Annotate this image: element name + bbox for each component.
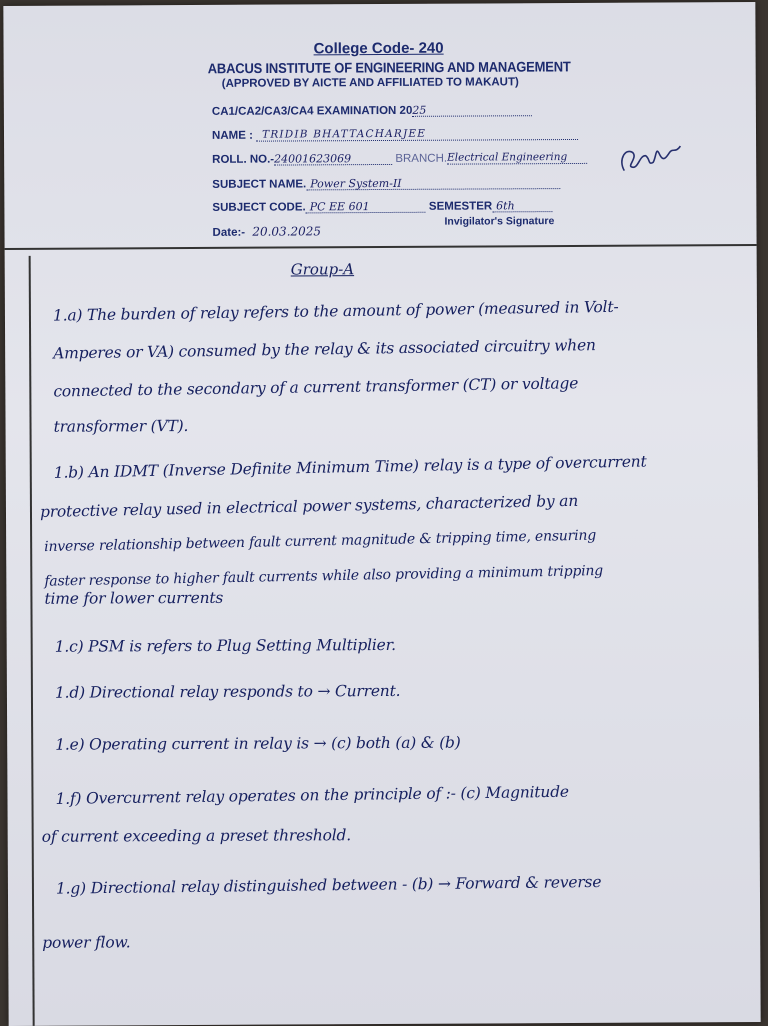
sheet-header	[3, 2, 756, 246]
answer-line: power flow.	[42, 933, 131, 952]
date-label: Date:-	[212, 226, 246, 239]
exam-label: CA1/CA2/CA3/CA4 EXAMINATION 20	[211, 104, 413, 118]
semester-label: SEMESTER	[428, 200, 493, 213]
answer-line: transformer (VT).	[53, 417, 189, 436]
group-title: Group-A	[290, 260, 355, 279]
exam-year: 25	[412, 103, 532, 117]
institute-name: ABACUS INSTITUTE OF ENGINEERING AND MANAGEMENT	[207, 58, 571, 77]
semester-value: 6th	[492, 199, 552, 212]
name-row	[212, 127, 578, 142]
subject-name-label: SUBJECT NAME.	[212, 178, 307, 191]
answer-line: 1.a) The burden of relay refers to the amount of power (measured in Volt-	[52, 297, 619, 325]
roll-label: ROLL. NO.-	[212, 153, 275, 166]
answer-line: of current exceeding a preset threshold.	[41, 826, 352, 846]
answer-line: 1.f) Overcurrent relay operates on the principle of :- (c) Magnitude	[55, 782, 569, 808]
answer-line: 1.e) Operating current in relay is → (c) both (a) & (b)	[55, 733, 461, 754]
answer-line: connected to the secondary of a current transformer (CT) or voltage	[53, 374, 579, 401]
answer-line: 1.d) Directional relay responds to → Current.	[54, 681, 401, 702]
exam-row	[212, 103, 533, 118]
roll-value: 24001623069	[274, 152, 392, 166]
roll-branch-row	[212, 151, 587, 166]
answer-line: 1.g) Directional relay distinguished between - (b) → Forward & reverse	[55, 872, 602, 898]
subject-name-value: Power System-II	[306, 176, 560, 190]
answer-line: 1.b) An IDMT (Inverse Definite Minimum Time) relay is a type of overcurrent	[53, 452, 647, 482]
date-value: 20.03.2025	[252, 224, 322, 239]
answer-sheet	[3, 2, 760, 1026]
subject-code-label: SUBJECT CODE.	[212, 201, 306, 214]
subject-code-value: PC EE 601	[306, 200, 426, 214]
approval-line: (APPROVED BY AICTE AND AFFILIATED TO MAKAUT)	[221, 76, 519, 90]
name-label: NAME :	[211, 129, 253, 142]
invigilator-signature	[613, 132, 689, 184]
subject-name-row	[212, 176, 560, 191]
answer-line: protective relay used in electrical power systems, characterized by an	[39, 491, 579, 522]
answer-line: faster response to higher fault currents while also providing a minimum tripping	[44, 562, 604, 590]
invigilator-signature-label: Invigilator's Signature	[444, 215, 555, 228]
answer-line: Amperes or VA) consumed by the relay & its associated circuitry when	[53, 336, 596, 363]
answer-line: inverse relationship between fault current magnitude & tripping time, ensuring	[44, 527, 597, 556]
date-row	[212, 224, 321, 239]
name-value: TRIDIB BHATTACHARJEE	[256, 127, 578, 142]
subject-code-row	[212, 199, 552, 214]
branch-label: BRANCH.	[395, 152, 448, 165]
answer-line: time for lower currents	[44, 588, 224, 608]
branch-value: Electrical Engineering	[447, 151, 587, 165]
college-code: College Code- 240	[313, 39, 444, 58]
answer-body	[5, 242, 761, 1026]
answer-line: 1.c) PSM is refers to Plug Setting Multiplier.	[54, 635, 396, 656]
